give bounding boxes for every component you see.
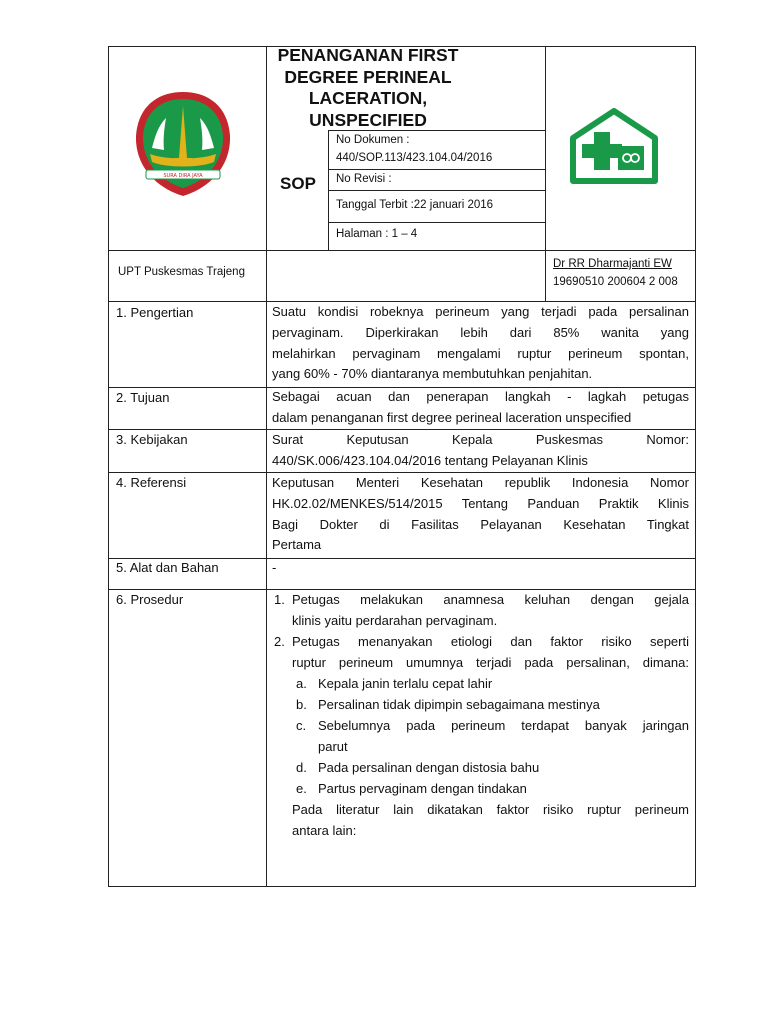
sub-letter-c: c. [296,718,307,733]
prosedur-step-1 [292,590,689,632]
kebijakan-line: Surat Keputusan Kepala Puskesmas Nomor: [272,432,689,447]
title-line-4: UNSPECIFIED [309,109,427,130]
step-2-line: ruptur perineum umumnya terjadi pada persalinan, dimana: [292,654,689,670]
doc-number-value: 440/SOP.113/423.104.04/2016 [336,152,493,164]
sub-c-line: Sebelumnya pada perineum terdapat banyak jaringan [318,718,689,733]
sub-item-b: Persalinan tidak dipimpin sebagaimana mestinya [318,697,600,712]
pengertian-line: melahirkan pervaginam mengalami ruptur perineum spontan, [272,345,689,361]
sub-c-line: parut [318,738,348,754]
referensi-line: HK.02.02/MENKES/514/2015 Tentang Panduan Praktik Klinis [272,495,689,511]
tujuan-line: dalam penanganan first degree perineal laceration unspecified [272,409,632,425]
section-label-pengertian: 1. Pengertian [116,305,194,320]
title-line-2: DEGREE PERINEAL [284,66,452,87]
sub-letter-a: a. [296,676,307,691]
signer-name: Dr RR Dharmajanti EW [553,258,672,270]
referensi-line: Bagi Dokter di Fasilitas Pelayanan Kesehatan Tingkat [272,516,689,532]
title-line-3: LACERATION, [308,88,428,108]
pengertian-line: Suatu kondisi robeknya perineum yang terjadi pada persalinan [272,304,689,319]
section-body-alat: - [272,560,277,575]
step-number-2: 2. [274,634,285,649]
section-label-alat: 5. Alat dan Bahan [116,560,219,575]
emblem-motto: SURA DIRA JAYA [163,173,203,179]
section-body-pengertian [272,302,689,385]
document-title [268,45,468,131]
section-label-prosedur: 6. Prosedur [116,592,184,607]
institution-name: UPT Puskesmas Trajeng [118,266,245,278]
revision-field: No Revisi : [336,173,392,185]
prosedur-closing [292,800,689,842]
puskesmas-logo [570,108,658,184]
regional-emblem-logo [130,88,236,200]
table-border-bottom [108,886,696,887]
publish-date-field: Tanggal Terbit :22 januari 2016 [336,199,494,211]
sub-letter-d: d. [296,760,307,775]
meta-row-line-4 [328,222,545,223]
sub-item-a: Kepala janin terlalu cepat lahir [318,676,493,691]
sub-item-d: Pada persalinan dengan distosia bahu [318,760,540,775]
row-line-alat [108,558,696,559]
kebijakan-line: 440/SK.006/423.104.04/2016 tentang Pelayanan Klinis [272,452,588,468]
sub-item-e: Partus pervaginam dengan tindakan [318,781,527,796]
sub-letter-b: b. [296,697,307,712]
referensi-line: Keputusan Menteri Kesehatan republik Indonesia Nomor [272,475,689,490]
step-number-1: 1. [274,592,285,607]
table-border-left [108,46,109,887]
section-label-referensi: 4. Referensi [116,475,187,490]
step-2-line: Petugas menanyakan etiologi dan faktor risiko seperti [292,634,689,649]
column-divider-1 [266,46,267,887]
sub-item-c [318,716,689,758]
meta-row-line-3 [328,190,545,191]
row-line-header [108,250,696,251]
pengertian-line: pervaginam. Diperkirakan lebih dari 85% wanita yang [272,324,689,340]
prosedur-step-2 [292,632,689,674]
table-border-right [695,46,696,887]
title-line-1: PENANGANAN FIRST [277,45,459,65]
doc-number-label: No Dokumen : [336,134,410,146]
referensi-line: Pertama [272,537,322,553]
section-label-tujuan: 2. Tujuan [116,390,170,405]
section-label-kebijakan: 3. Kebijakan [116,432,188,447]
step-1-line: klinis yaitu perdarahan pervaginam. [292,612,498,628]
signer-nip: 19690510 200604 2 008 [553,276,678,288]
sop-label: SOP [280,174,316,193]
section-body-tujuan [272,387,689,429]
sub-letter-e: e. [296,781,307,796]
pages-field: Halaman : 1 – 4 [336,228,418,240]
closing-line: Pada literatur lain dikatakan faktor risiko ruptur perineum [292,802,689,817]
section-body-referensi [272,473,689,556]
tujuan-line: Sebagai acuan dan penerapan langkah - lagkah petugas [272,389,689,404]
column-divider-2 [545,46,546,301]
pengertian-line: yang 60% - 70% diantaranya membutuhkan penjahitan. [272,366,593,382]
closing-line: antara lain: [292,822,357,838]
section-body-kebijakan [272,430,689,472]
step-1-line: Petugas melakukan anamnesa keluhan dengan gejala [292,592,689,607]
